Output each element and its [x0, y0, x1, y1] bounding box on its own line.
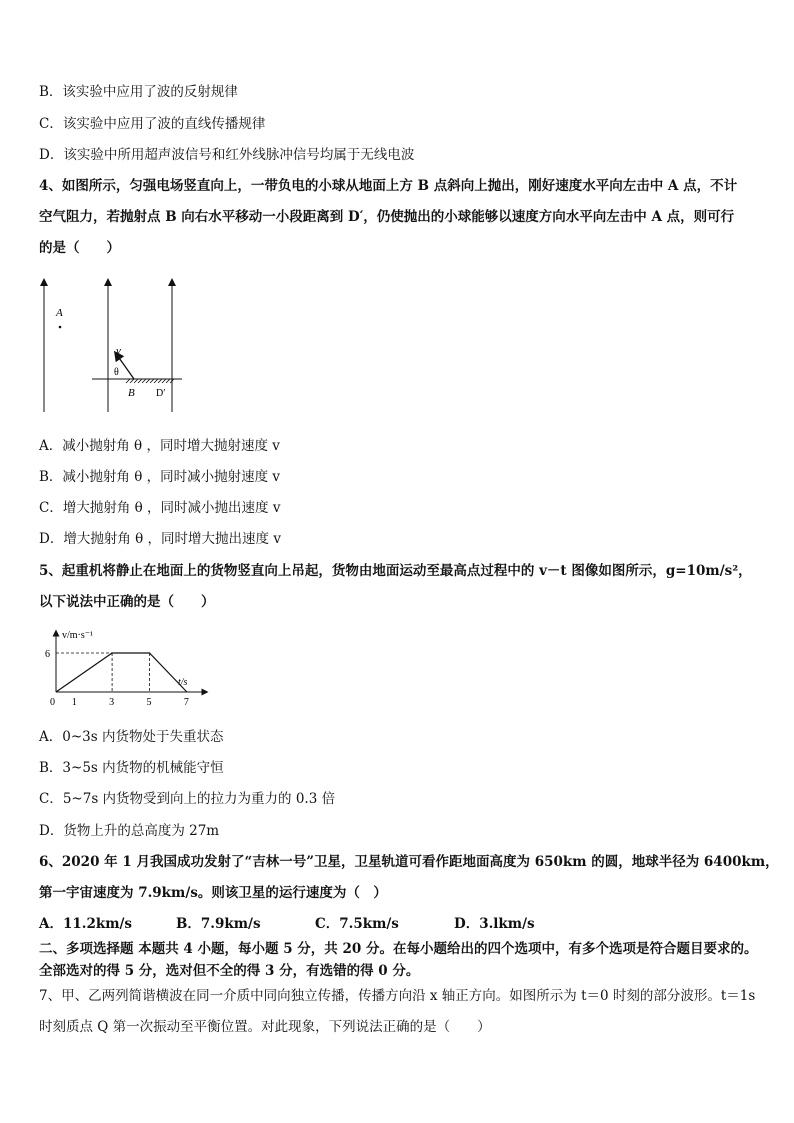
q4-stem-line1: 4、如图所示，匀强电场竖直向上，一带负电的小球从地面上方 B 点斜向上抛出，刚好速度水平向左击中 A 点，不计	[39, 178, 738, 194]
q4-stem-line3: 的是（ ）	[39, 240, 120, 256]
q3-option-d: D．该实验中所用超声波信号和红外线脉冲信号均属于无线电波	[39, 147, 415, 163]
q5-option-a: A．0~3s 内货物处于失重状态	[39, 729, 224, 745]
angle-label: θ	[114, 367, 119, 378]
q5-option-d: D．货物上升的总高度为 27m	[39, 823, 220, 839]
q6-option-d: D．3.lkm/s	[454, 916, 535, 932]
point-d-label: D′	[156, 388, 166, 399]
q6-option-c: C．7.5km/s	[315, 916, 399, 932]
q5-vt-chart	[40, 625, 215, 710]
velocity-series-line	[56, 653, 187, 692]
q4-option-c: C．增大抛射角 θ ，同时减小抛出速度 v	[39, 500, 281, 516]
q4-option-a: A．减小抛射角 θ ，同时增大抛射速度 v	[39, 438, 280, 454]
x-tick-label-0: 0	[50, 697, 55, 708]
x-tick-label-3: 3	[109, 697, 115, 708]
q6-option-a: A．11.2km/s	[39, 916, 133, 932]
q4-option-d: D．增大抛射角 θ ，同时增大抛出速度 v	[39, 531, 281, 547]
velocity-arrow	[117, 355, 134, 379]
section2-line1: 二、多项选择题 本题共 4 小题，每小题 5 分，共 20 分。在每小题给出的四个选项中，有多个选项是符合题目要求的。	[39, 941, 758, 957]
point-a-label: A	[56, 307, 63, 319]
q4-stem-line2: 空气阻力，若抛射点 B 向右水平移动一小段距离到 D′，仍使抛出的小球能够以速度方向水平向左击中 A 点，则可行	[39, 209, 735, 225]
q4-option-b: B．减小抛射角 θ ，同时减小抛射速度 v	[39, 469, 281, 485]
q5-option-c: C．5~7s 内货物受到向上的拉力为重力的 0.3 倍	[39, 791, 336, 807]
q7-stem-line1: 7、甲、乙两列简谐横波在同一介质中同向独立传播，传播方向沿 x 轴正方向。如图所示为 t＝0 时刻的部分波形。t＝1s	[39, 988, 756, 1004]
velocity-label: v	[116, 345, 121, 357]
y-axis-label: v/m·s⁻¹	[62, 630, 94, 641]
q6-option-b: B．7.9km/s	[176, 916, 261, 932]
q5-stem-line1: 5、起重机将静止在地面上的货物竖直向上吊起，货物由地面运动至最高点过程中的 v－t 图像如图所示，g=10m/s²，	[39, 563, 752, 579]
q3-option-c: C．该实验中应用了波的直线传播规律	[39, 116, 266, 132]
x-tick-label-7: 7	[183, 697, 189, 708]
section2-line2: 全部选对的得 5 分，选对但不全的得 3 分，有选错的得 0 分。	[39, 963, 420, 979]
point-a-dot	[59, 326, 62, 329]
y-tick-label-6: 6	[45, 649, 50, 660]
x-tick-label-1: 1	[71, 697, 77, 708]
q5-stem-line2: 以下说法中正确的是（ ）	[39, 594, 215, 610]
q4-figure	[30, 272, 200, 417]
x-tick-label-5: 5	[146, 697, 152, 708]
q6-stem-line2: 第一宇宙速度为 7.9km/s。则该卫星的运行速度为（ ）	[39, 885, 387, 901]
q6-stem-line1: 6、2020 年 1 月我国成功发射了“吉林一号”卫星，卫星轨道可看作距地面高度为 650km 的圆，地球半径为 6400km，	[39, 854, 779, 870]
q7-stem-line2: 时刻质点 Q 第一次振动至平衡位置。对此现象，下列说法正确的是（ ）	[39, 1019, 491, 1035]
ground-hatch	[126, 379, 174, 383]
q3-option-b: B．该实验中应用了波的反射规律	[39, 84, 238, 100]
q5-option-b: B．3~5s 内货物的机械能守恒	[39, 760, 224, 776]
x-axis-label: t/s	[178, 677, 188, 688]
point-b-label: B	[128, 387, 135, 399]
